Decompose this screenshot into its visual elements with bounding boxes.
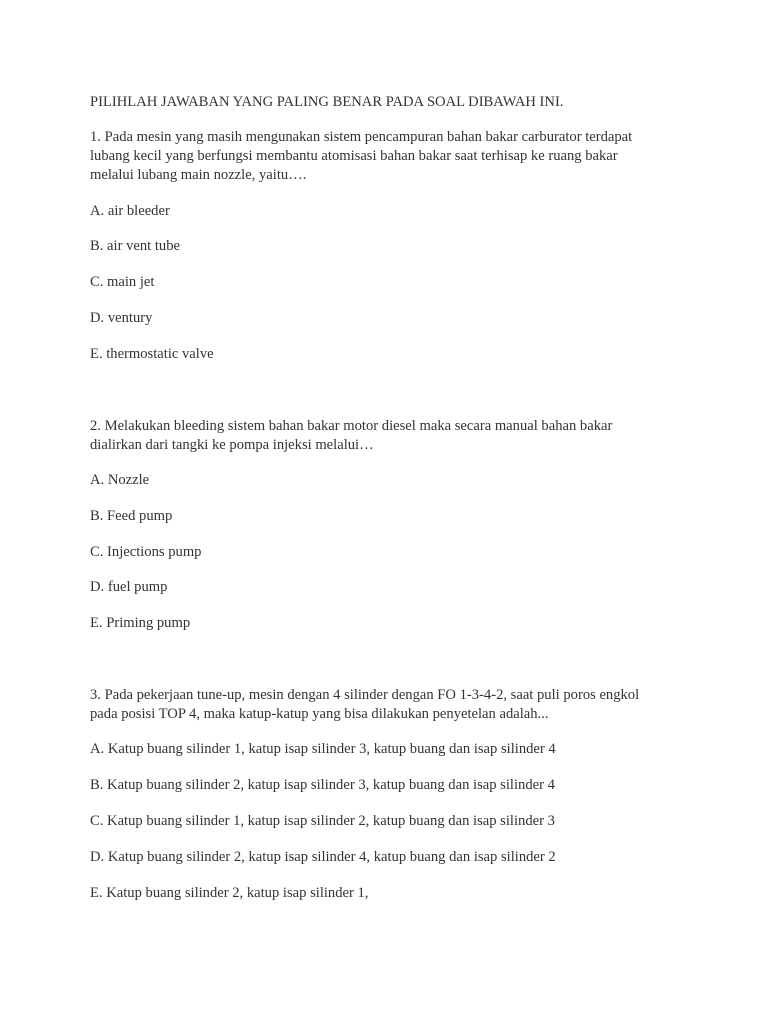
instruction-heading: PILIHLAH JAWABAN YANG PALING BENAR PADA SOAL DIBAWAH INI. xyxy=(90,94,564,110)
question-1-option-e: E. thermostatic valve xyxy=(90,346,214,362)
question-3-option-e: E. Katup buang silinder 2, katup isap silinder 1, xyxy=(90,885,369,901)
question-3-option-b: B. Katup buang silinder 2, katup isap silinder 3, katup buang dan isap silinder 4 xyxy=(90,777,555,793)
question-2-stem-line-2: dialirkan dari tangki ke pompa injeksi melalui… xyxy=(90,437,374,453)
question-3-option-d: D. Katup buang silinder 2, katup isap silinder 4, katup buang dan isap silinder 2 xyxy=(90,849,556,865)
question-2-option-d: D. fuel pump xyxy=(90,579,168,595)
question-1-option-b: B. air vent tube xyxy=(90,238,180,254)
question-2-option-b: B. Feed pump xyxy=(90,508,173,524)
question-1-option-a: A. air bleeder xyxy=(90,203,170,219)
question-3-stem-line-1: 3. Pada pekerjaan tune-up, mesin dengan 4 silinder dengan FO 1-3-4-2, saat puli poros engkol xyxy=(90,687,640,703)
question-1-stem-line-1: 1. Pada mesin yang masih mengunakan sistem pencampuran bahan bakar carburator terdapat xyxy=(90,129,633,145)
question-2-option-c: C. Injections pump xyxy=(90,544,202,560)
question-3-option-c: C. Katup buang silinder 1, katup isap silinder 2, katup buang dan isap silinder 3 xyxy=(90,813,555,829)
question-1-stem-line-2: lubang kecil yang berfungsi membantu atomisasi bahan bakar saat terhisap ke ruang bakar xyxy=(90,148,618,164)
question-2-option-e: E. Priming pump xyxy=(90,615,191,631)
question-3-stem-line-2: pada posisi TOP 4, maka katup-katup yang bisa dilakukan penyetelan adalah... xyxy=(90,706,549,722)
question-1-stem-line-3: melalui lubang main nozzle, yaitu…. xyxy=(90,167,307,183)
question-1-option-c: C. main jet xyxy=(90,274,155,290)
question-2-option-a: A. Nozzle xyxy=(90,472,150,488)
question-2-stem-line-1: 2. Melakukan bleeding sistem bahan bakar motor diesel maka secara manual bahan bakar xyxy=(90,418,613,434)
question-1-option-d: D. ventury xyxy=(90,310,153,326)
question-3-option-a: A. Katup buang silinder 1, katup isap silinder 3, katup buang dan isap silinder 4 xyxy=(90,741,556,757)
